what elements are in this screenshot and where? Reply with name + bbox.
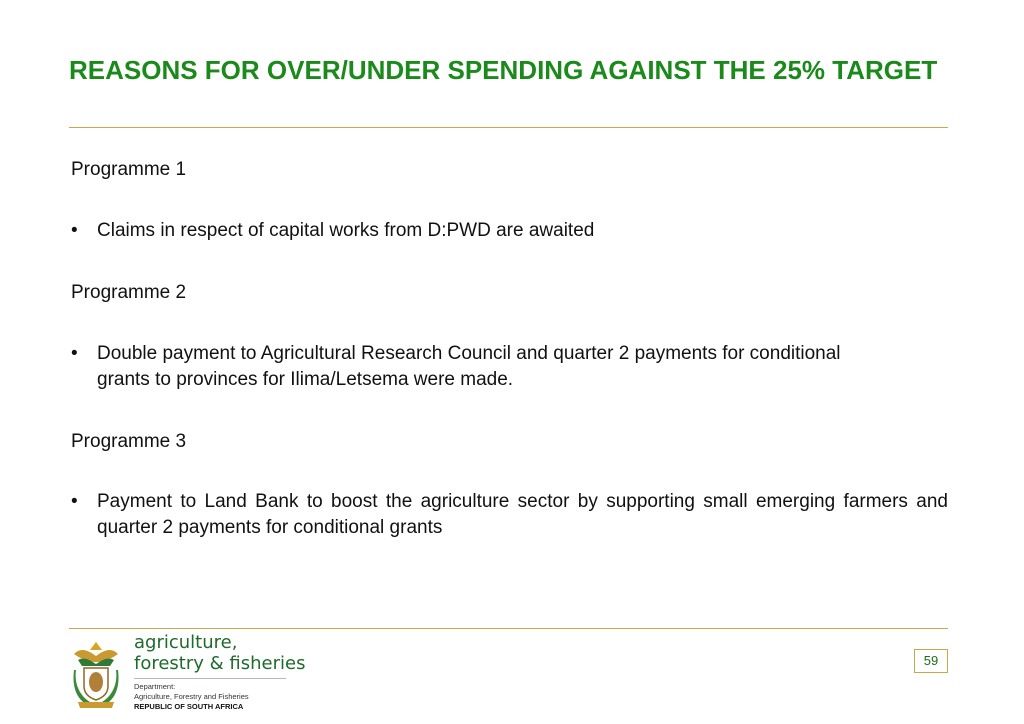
bullet-icon: • xyxy=(71,491,78,512)
bullet-text: Payment to Land Bank to boost the agriculture sector by supporting small emerging farmers and quarter 2 payments for conditional grants xyxy=(97,491,948,538)
dept-name: Agriculture, Forestry and Fisheries xyxy=(134,692,249,701)
programme-1-heading: Programme 1 xyxy=(71,159,187,180)
coat-of-arms-icon xyxy=(68,640,124,710)
country-name: REPUBLIC OF SOUTH AFRICA xyxy=(134,702,244,711)
page-number: 59 xyxy=(914,649,948,673)
brand-divider xyxy=(134,678,286,679)
title-divider xyxy=(69,127,948,128)
bullet-icon: • xyxy=(71,343,78,364)
department-details xyxy=(134,682,249,712)
programme-3-heading: Programme 3 xyxy=(71,431,187,452)
dept-label: Department: xyxy=(134,682,176,691)
bullet-text: Double payment to Agricultural Research Council and quarter 2 payments for conditional grants to provinces for Ilima/Letsema were made. xyxy=(97,343,841,390)
department-brand xyxy=(134,632,305,674)
brand-line-1: agriculture, xyxy=(134,632,238,653)
bullet-icon: • xyxy=(71,220,78,241)
programme-3-bullet xyxy=(71,489,948,541)
brand-line-2: forestry & fisheries xyxy=(134,653,306,674)
bullet-text: Claims in respect of capital works from D:PWD are awaited xyxy=(97,220,595,241)
programme-2-heading: Programme 2 xyxy=(71,282,187,303)
footer-divider xyxy=(69,628,948,629)
slide-title: REASONS FOR OVER/UNDER SPENDING AGAINST THE 25% TARGET xyxy=(69,55,938,85)
programme-2-bullet xyxy=(71,341,871,393)
programme-1-bullet xyxy=(71,218,948,244)
